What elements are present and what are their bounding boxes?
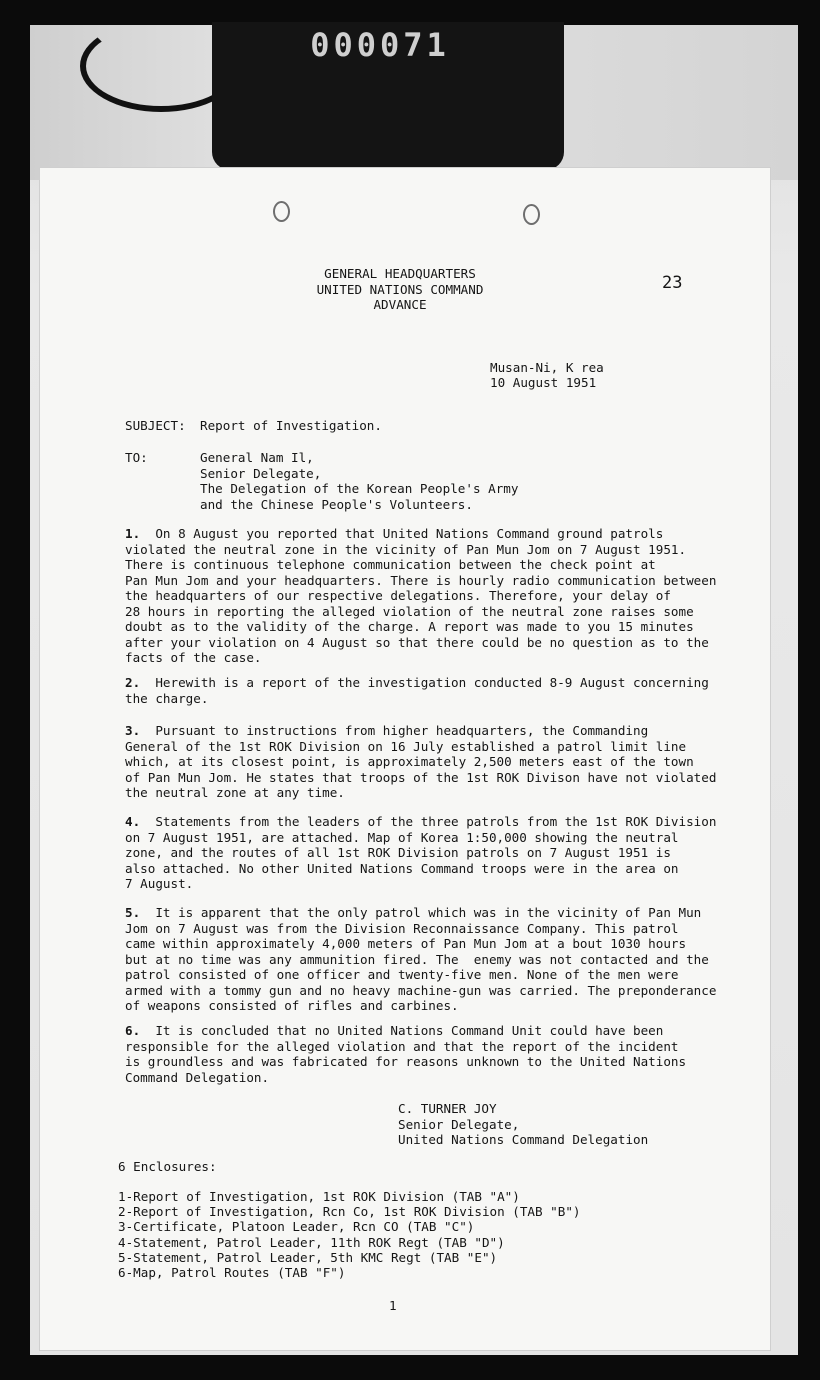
enclosure-item: 3-Certificate, Platoon Leader, Rcn CO (TAB "C") — [118, 1219, 475, 1235]
paragraph-line: but at no time was any ammunition fired. The enemy was not contacted and the — [125, 951, 709, 967]
paragraph-text: Statements from the leaders of the three patrols from the 1st ROK Division — [155, 814, 717, 829]
enclosure-item: 4-Statement, Patrol Leader, 11th ROK Regt (TAB "D") — [118, 1234, 505, 1250]
enclosure-item: 5-Statement, Patrol Leader, 5th KMC Regt (TAB "E") — [118, 1249, 498, 1265]
paragraph-line: 28 hours in reporting the alleged violation of the neutral zone raises some — [125, 603, 694, 619]
paragraph-line — [125, 675, 709, 691]
header-line-1: GENERAL HEADQUARTERS — [324, 266, 476, 281]
paragraph-line: on 7 August 1951, are attached. Map of Korea 1:50,000 showing the neutral — [125, 829, 679, 845]
paragraph-number: 1. — [125, 526, 156, 541]
paragraph-line — [125, 1023, 663, 1039]
punch-hole-right — [523, 204, 540, 225]
to-line: General Nam Il, — [200, 450, 314, 465]
paragraph-line — [125, 905, 701, 921]
paragraph-line: Command Delegation. — [125, 1069, 270, 1085]
subject-label: SUBJECT: — [125, 418, 186, 433]
paragraph-line: There is continuous telephone communication between the check point at — [125, 557, 656, 572]
paragraph-line: is groundless and was fabricated for reasons unknown to the United Nations — [125, 1054, 687, 1069]
paragraph-line: zone, and the routes of all 1st ROK Division patrols on 7 August 1951 is — [125, 845, 671, 860]
paragraph-line: violated the neutral zone in the vicinity of Pan Mun Jom on 7 August 1951. — [125, 541, 687, 557]
paragraph-line: Pan Mun Jom and your headquarters. There is hourly radio communication between — [125, 572, 717, 588]
subject-text: Report of Investigation. — [200, 418, 382, 433]
paragraph-line: which, at its closest point, is approximately 2,500 meters east of the town — [125, 754, 694, 769]
paragraph-line — [125, 814, 716, 830]
paragraph-number: 5. — [125, 905, 156, 920]
to-label: TO: — [125, 450, 148, 465]
paragraph-line — [125, 526, 663, 542]
header-line-3: ADVANCE — [373, 297, 427, 312]
signature-title: Senior Delegate, — [398, 1117, 520, 1132]
paragraph-text: It is concluded that no United Nations Command Unit could have been — [155, 1023, 664, 1038]
paragraph-number: 6. — [125, 1023, 156, 1038]
enclosure-item: 2-Report of Investigation, Rcn Co, 1st ROK Division (TAB "B") — [118, 1204, 581, 1220]
paragraph-line: facts of the case. — [125, 650, 262, 665]
paragraph-text: On 8 August you reported that United Nations Command ground patrols — [155, 526, 664, 541]
place-line: Musan-Ni, K rea — [490, 360, 604, 375]
paragraph-line: Jom on 7 August was from the Division Reconnaissance Company. This patrol — [125, 920, 679, 936]
signature-name: C. TURNER JOY — [398, 1101, 497, 1116]
paragraph-line: also attached. No other United Nations Command troops were in the area on — [125, 860, 679, 876]
paragraph-line: responsible for the alleged violation and that the report of the incident — [125, 1038, 679, 1054]
paragraph-line: of Pan Mun Jom. He states that troops of the 1st ROK Divison have not violated — [125, 769, 717, 785]
paragraph-text: Pursuant to instructions from higher headquarters, the Commanding — [155, 723, 649, 738]
paragraph-number: 3. — [125, 723, 156, 738]
to-line: and the Chinese People's Volunteers. — [200, 496, 473, 512]
to-line: Senior Delegate, — [200, 465, 322, 481]
paragraph-line: came within approximately 4,000 meters of Pan Mun Jom at a bout 1030 hours — [125, 936, 687, 951]
paragraph-line: General of the 1st ROK Division on 16 July established a patrol limit line — [125, 738, 687, 754]
paragraph-line: after your violation on 4 August so that there could be no question as to the — [125, 634, 709, 650]
paragraph-line: the headquarters of our respective delegations. Therefore, your delay of — [125, 588, 671, 603]
header-line-2: UNITED NATIONS COMMAND — [316, 282, 484, 297]
paragraph-number: 4. — [125, 814, 156, 829]
paragraph-line — [125, 723, 648, 739]
enclosure-item: 6-Map, Patrol Routes (TAB "F") — [118, 1265, 346, 1280]
paragraph-line: of weapons consisted of rifles and carbines. — [125, 998, 459, 1013]
letter-page — [40, 168, 770, 1350]
punch-hole-left — [273, 201, 290, 222]
paragraph-line: 7 August. — [125, 876, 194, 891]
paragraph-line: armed with a tommy gun and no heavy machine-gun was carried. The preponderance — [125, 982, 717, 998]
paragraph-text: Herewith is a report of the investigation conducted 8-9 August concerning — [155, 675, 709, 690]
paragraph-line: the charge. — [125, 690, 209, 706]
enclosure-item: 1-Report of Investigation, 1st ROK Division (TAB "A") — [118, 1189, 520, 1204]
paragraph-number: 2. — [125, 675, 156, 690]
page-mark: 23 — [662, 273, 683, 293]
page-number: 1 — [389, 1298, 397, 1313]
signature-org: United Nations Command Delegation — [398, 1132, 649, 1147]
to-line: The Delegation of the Korean People's Army — [200, 481, 519, 496]
paragraph-line: patrol consisted of one officer and twenty-five men. None of the men were — [125, 967, 679, 982]
paragraph-text: It is apparent that the only patrol which was in the vicinity of Pan Mun — [155, 905, 702, 920]
frame-counter: 000071 — [310, 26, 450, 64]
enclosures-label: 6 Enclosures: — [118, 1159, 217, 1174]
paragraph-line: the neutral zone at any time. — [125, 785, 345, 800]
date-line: 10 August 1951 — [490, 375, 597, 390]
paragraph-line: doubt as to the validity of the charge. A report was made to you 15 minutes — [125, 619, 694, 634]
